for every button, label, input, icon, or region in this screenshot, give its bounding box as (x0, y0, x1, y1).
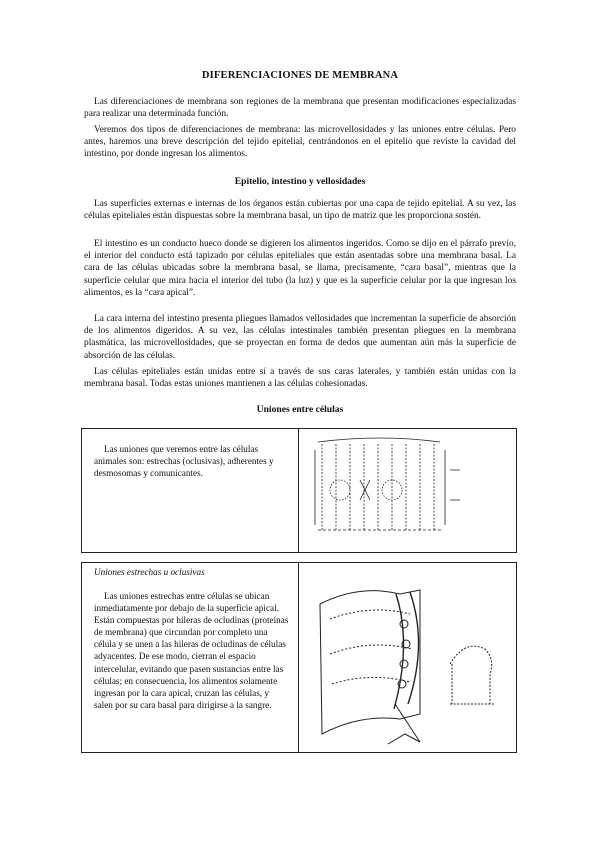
tight-junctions-subheading: Uniones estrechas u oclusivas (94, 567, 205, 577)
section1-paragraph-4 (84, 366, 516, 390)
intro-paragraph-1 (84, 96, 516, 120)
tight-junctions-text (94, 590, 289, 711)
section-heading-uniones: Uniones entre células (256, 404, 344, 415)
section1-paragraph-3 (84, 313, 516, 362)
tight-junctions-text-content: Las uniones estrechas entre células se ubican inmediatamente por debajo de la superficie apical. Están compuestas por hileras de ocludinas (proteínas de membrana) que circundan por completo una célula y se unen a las hileras de ocludinas de células adyacentes. De ese modo, cierran el espacio intercelular, evitando que pasen sustancias entre las células; en consecuencia, los alimentos solamente ingresan por la cara apical, cruzan las células, y salen por su cara basal para dirigirse a la sangre. (94, 591, 289, 710)
unions-intro-text-content: Las uniones que veremos entre las células animales son: estrechas (oclusivas), adherentes y desmosomas y comunicantes. (94, 444, 274, 479)
section1-paragraph-2-text: El intestino es un conducto hueco donde se digieren los alimentos ingeridos. Como se dijo en el párrafo previo, el interior del conducto está tapizado por células epiteliales que están asentadas sobre una membrana basal. La cara de las células ubicadas sobre la membrana basal, se llama, precisamente, “cara basal”, mientras que la superficie celular que mira hacia el interior del tubo (la luz) y que es la superficie celular por la que ingresan los alimentos, es la “cara apical”. (84, 239, 516, 298)
document-title: DIFERENCIACIONES DE MEMBRANA (201, 70, 399, 81)
section1-paragraph-3-text: La cara interna del intestino presenta pliegues llamados vellosidades que incrementan la superficie de absorción de los alimentos digeridos. A su vez, las células intestinales también presentan pliegues en la membrana plasmática, las microvellosidades, que se proyectan en forma de dedos que aumentan aún más la superficie de absorción de las células. (84, 314, 516, 361)
intro-paragraph-1-text: Las diferenciaciones de membrana son regiones de la membrana que presentan modificaciones especializadas para realizar una determinada función. (84, 97, 516, 120)
cell-junctions-illustration (300, 430, 515, 552)
section1-paragraph-2 (84, 238, 516, 299)
unions-intro-text (94, 443, 289, 479)
intro-paragraph-2 (84, 124, 516, 161)
section1-paragraph-4-text: Las células epiteliales están unidas entre sí a través de sus caras laterales, y también están unidas con la membrana basal. Todas estas uniones mantienen a las células cohesionadas. (84, 367, 516, 390)
intro-paragraph-2-text: Veremos dos tipos de diferenciaciones de membrana: las microvellosidades y las uniones entre células. Pero antes, haremos una breve descripción del tejido epitelial, centrándonos en el epitelio que reviste la cavidad del intestino, por donde ingresan los alimentos. (84, 125, 516, 160)
section1-paragraph-1 (84, 198, 516, 222)
section-heading-epitelio: Epitelio, intestino y vellosidades (234, 176, 366, 187)
tight-junction-illustration (300, 564, 515, 752)
section1-paragraph-1-text: Las superficies externas e internas de los órganos están cubiertas por una capa de tejido epitelial. A su vez, las células epiteliales están dispuestas sobre la membrana basal, un tipo de matriz que les proporciona sostén. (84, 199, 516, 222)
